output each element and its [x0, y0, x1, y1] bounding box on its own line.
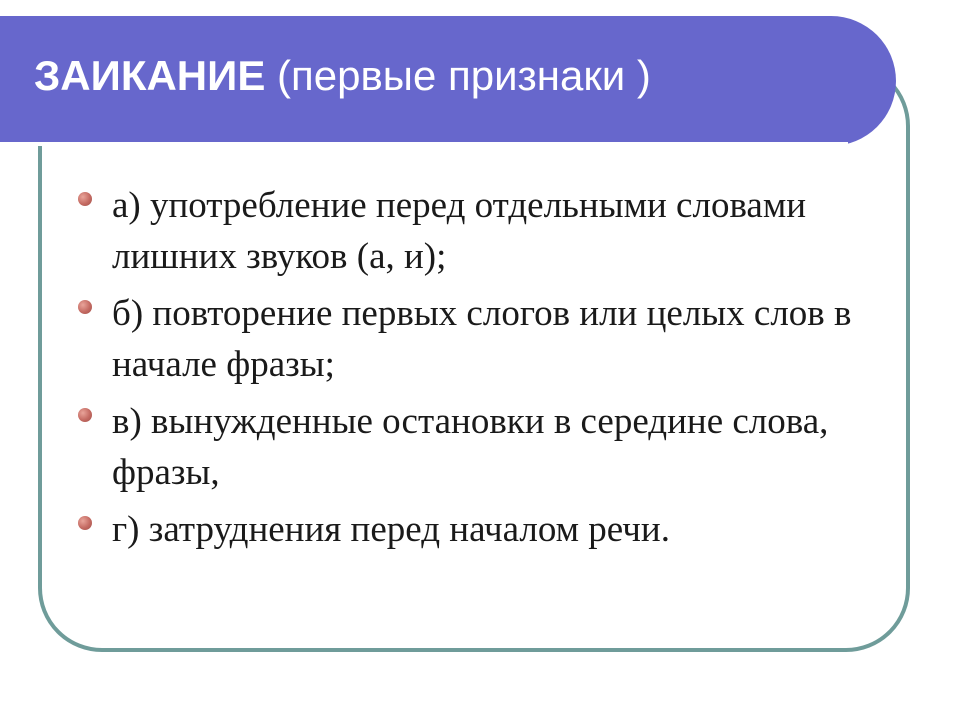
bullet-dot-icon: [78, 192, 92, 206]
bullet-item: [78, 288, 878, 390]
bullet-list: [78, 180, 878, 561]
title-bold: ЗАИКАНИЕ: [34, 52, 266, 99]
bullet-text: а) употребление перед отдельными словами лишних звуков (а, и);: [112, 185, 807, 277]
bullet-dot-icon: [78, 300, 92, 314]
title-underline: [0, 142, 848, 146]
slide-title: [34, 48, 651, 104]
bullet-item: [78, 396, 878, 498]
title-subtitle: (первые признаки ): [265, 52, 651, 99]
bullet-text: в) вынужденные остановки в середине слова, фразы,: [112, 401, 829, 493]
bullet-item: [78, 180, 878, 282]
bullet-item: [78, 504, 878, 555]
bullet-dot-icon: [78, 408, 92, 422]
bullet-text: г) затруднения перед началом речи.: [112, 509, 670, 550]
bullet-dot-icon: [78, 516, 92, 530]
bullet-text: б) повторение первых слогов или целых слов в начале фразы;: [112, 293, 852, 385]
